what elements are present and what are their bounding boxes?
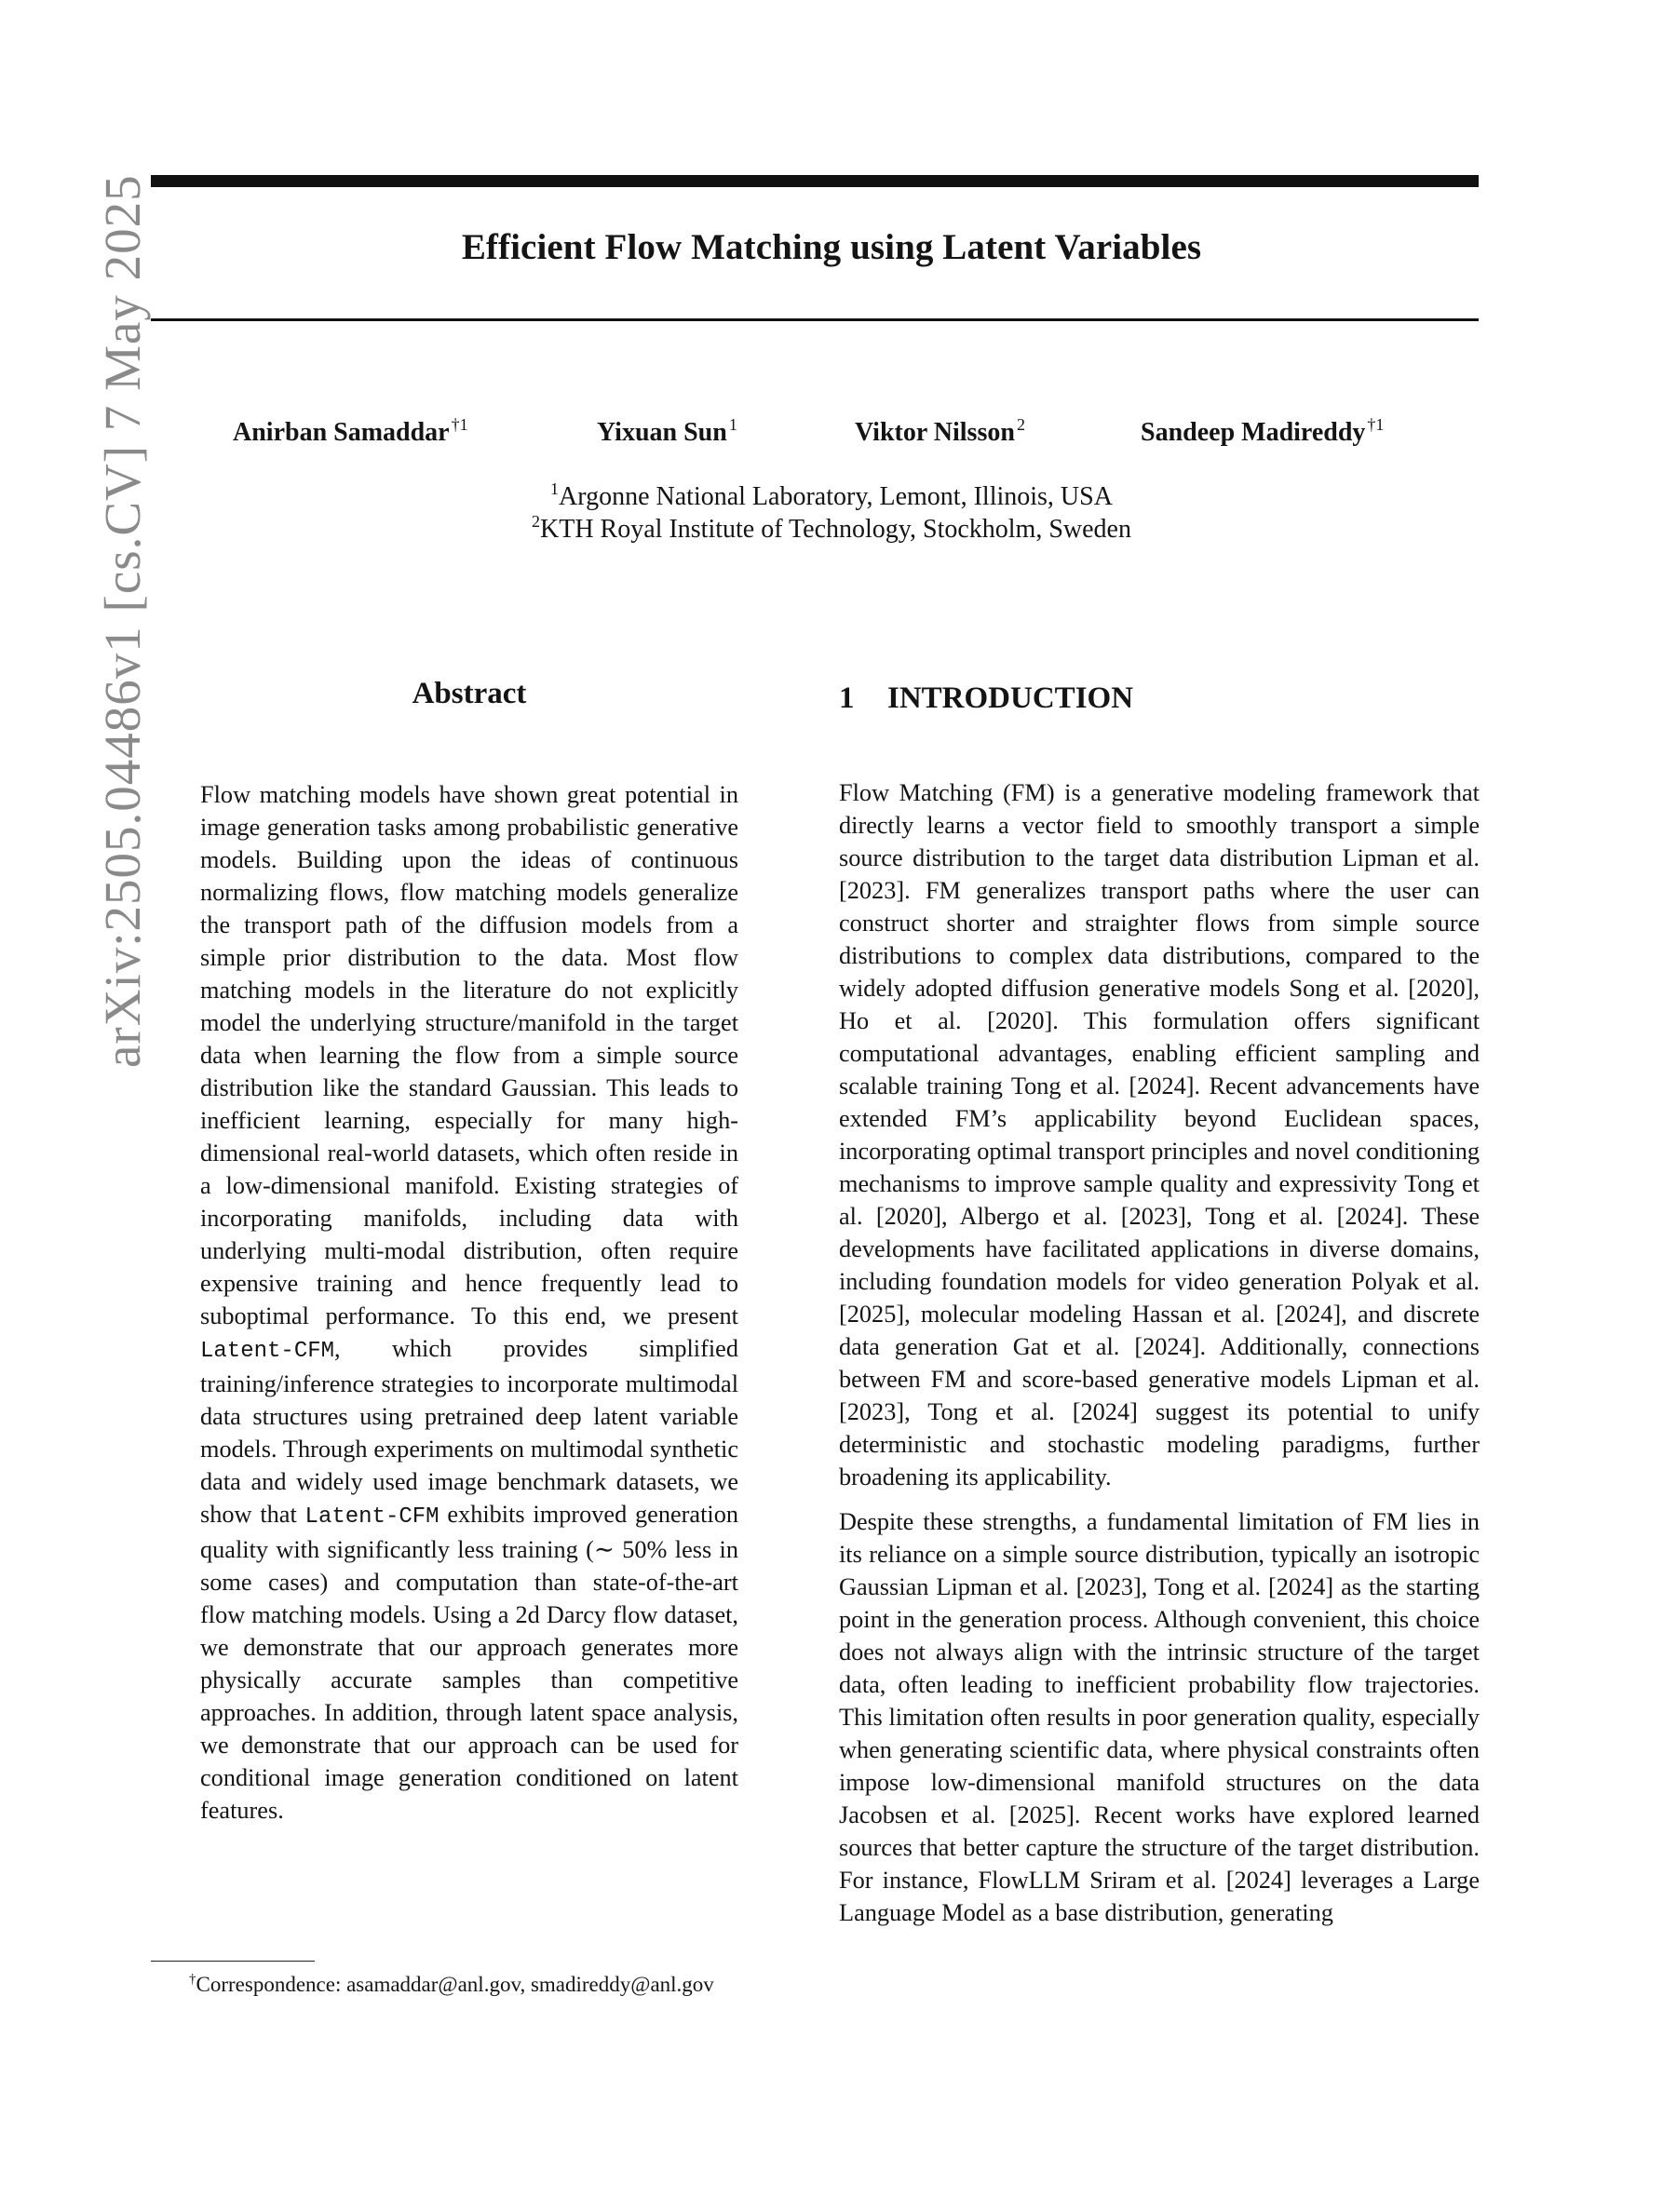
- abstract-text-1: Flow matching models have shown great potential in image generation tasks among probabilistic generative models. Building upon the ideas of continuous normalizing flows, flow matching models generalize the transport path of the diffusion models from a simple prior distribution to the data. Most flow matching models in the literature do not explicitly model the underlying structure/manifold in the target data when learning the flow from a simple source distribution like the standard Gaussian. This leads to inefficient learning, especially for many high-dimensional real-world datasets, which often reside in a low-dimensional manifold. Existing strategies of incorporating manifolds, including data with underlying multi-modal distribution, often require expensive training and hence frequently lead to suboptimal performance. To this end, we present: [200, 781, 738, 1329]
- author-name: Sandeep Madireddy: [1141, 418, 1366, 447]
- intro-paragraph-2: Despite these strengths, a fundamental limitation of FM lies in its reliance on a simple source distribution, typically an isotropic Gaussian Lipman et al. [2023], Tong et al. [2024] as the starting point in the generation process. Although convenient, this choice does not always align with the intrinsic structure of the target data, often leading to inefficient probability flow trajectories. This limitation often results in poor generation quality, especially when generating scientific data, where physical constraints often impose low-dimensional manifold structures on the data Jacobsen et al. [2025]. Recent works have explored learned sources that better capture the structure of the target distribution. For instance, FlowLLM Sriram et al. [2024] leverages a Large Language Model as a base distribution, generating: [839, 1508, 1480, 1926]
- introduction-body: [839, 776, 1480, 1941]
- author-affiliation-mark: 2: [1016, 415, 1025, 434]
- section-heading: [839, 681, 1133, 716]
- paper-title: Efficient Flow Matching using Latent Variables: [461, 227, 1202, 267]
- affiliation-mark: 1: [550, 479, 560, 498]
- title-top-rule: [151, 175, 1479, 187]
- intro-paragraph-1: Flow Matching (FM) is a generative modeling framework that directly learns a vector field to smoothly transport a simple source distribution to the target data distribution Lipman et al. [2023]. FM generalizes transport paths where the user can construct shorter and straighter flows from simple source distributions to complex data distributions, compared to the widely adopted diffusion generative models Song et al. [2020], Ho et al. [2020]. This formulation offers significant computational advantages, enabling efficient sampling and scalable training Tong et al. [2024]. Recent advancements have extended FM’s applicability beyond Euclidean spaces, incorporating optimal transport principles and novel conditioning mechanisms to improve sample quality and expressivity Tong et al. [2020], Albergo et al. [2023], Tong et al. [2024]. These developments have facilitated applications in diverse domains, including foundation models for video generation Polyak et al. [2025], molecular modeling Hassan et al. [2024], and discrete data generation Gat et al. [2024]. Additionally, connections between FM and score-based generative models Lipman et al. [2023], Tong et al. [2024] suggest its potential to unify deterministic and stochastic modeling paradigms, further broadening its applicability.: [839, 779, 1480, 1490]
- author-affiliation-mark: †1: [451, 415, 468, 434]
- author-affiliation-mark: 1: [728, 415, 737, 434]
- section-number: 1: [839, 681, 855, 715]
- method-name: Latent-CFM: [200, 1339, 335, 1364]
- footnote-mark: †: [189, 1972, 196, 1987]
- author-name: Anirban Samaddar: [233, 418, 450, 447]
- author-affiliation-mark: †1: [1367, 415, 1385, 434]
- footnote-text: Correspondence: asamaddar@anl.gov, smadireddy@anl.gov: [196, 1973, 714, 1996]
- author-4: [1141, 415, 1384, 448]
- affiliation-2: [0, 512, 1663, 545]
- arxiv-stamp: arXiv:2505.04486v1 [cs.CV] 7 May 2025: [94, 174, 151, 1068]
- author-name: Viktor Nilsson: [855, 418, 1015, 447]
- title-bottom-rule: [151, 318, 1479, 321]
- abstract-heading: Abstract: [412, 677, 527, 710]
- author-1: [233, 415, 468, 448]
- affiliation-1: [0, 479, 1663, 512]
- author-2: [597, 415, 737, 448]
- affiliation-text: Argonne National Laboratory, Lemont, Illinois, USA: [559, 482, 1113, 511]
- abstract-text-3: exhibits improved generation quality with significantly less training (∼ 50% less in some cases) and computation than state-of-the-art flow matching models. Using a 2d Darcy flow dataset, we demonstrate that our approach generates more physically accurate samples than competitive approaches. In addition, through latent space analysis, we demonstrate that our approach can be used for conditional image generation conditioned on latent features.: [200, 1501, 738, 1824]
- abstract-text-2: , which provides simplified training/inference strategies to incorporate multimodal data structures using pretrained deep latent variable models. Through experiments on multimodal synthetic data and widely used image benchmark datasets, we show that: [200, 1335, 738, 1528]
- author-3: [855, 415, 1025, 448]
- affiliation-mark: 2: [532, 512, 541, 531]
- author-name: Yixuan Sun: [597, 418, 727, 447]
- affiliation-text: KTH Royal Institute of Technology, Stockholm, Sweden: [540, 515, 1131, 544]
- section-title: INTRODUCTION: [887, 681, 1134, 715]
- method-name: Latent-CFM: [304, 1504, 439, 1530]
- footnote-rule: [151, 1961, 315, 1962]
- abstract-body: [200, 778, 738, 1827]
- footnote: [189, 1972, 714, 1997]
